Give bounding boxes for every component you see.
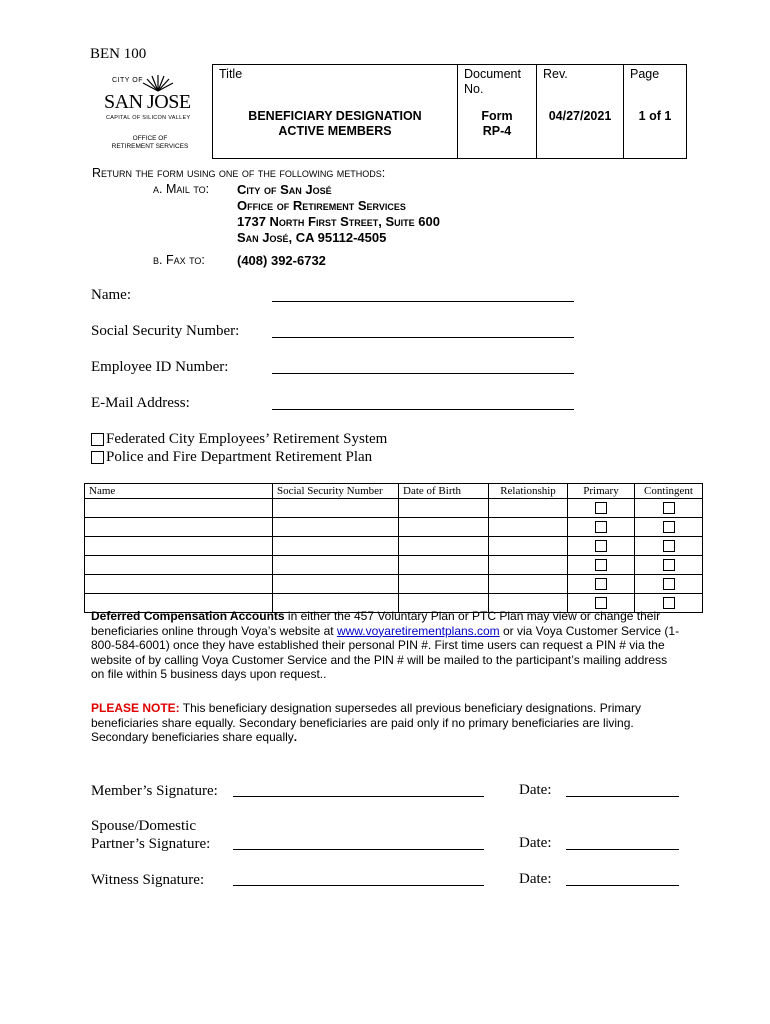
spouse-date-field[interactable]	[566, 849, 679, 850]
logo-cell	[84, 65, 213, 159]
beneficiary-row	[85, 537, 703, 556]
member-signature-field[interactable]	[233, 796, 484, 797]
please-note-paragraph: PLEASE NOTE: This beneficiary designation supersedes all previous beneficiary designations. Primary beneficiaries share equally. Secondary beneficiaries are paid only if no primary beneficiaries are living. Secondary beneficiaries share equally.	[91, 701, 642, 744]
spouse-signature-field[interactable]	[233, 849, 484, 850]
rev-value: 04/27/2021	[548, 109, 612, 123]
logo-tagline: CAPITAL OF SILICON VALLEY	[106, 114, 191, 121]
primary-checkbox[interactable]	[595, 521, 607, 533]
beneficiary-relationship-cell[interactable]	[489, 575, 568, 594]
beneficiary-contingent-cell	[635, 518, 703, 537]
beneficiary-ssn-cell[interactable]	[273, 518, 399, 537]
ssn-field[interactable]	[272, 337, 574, 338]
beneficiary-contingent-cell	[635, 575, 703, 594]
logo-office-text: OFFICE OF RETIREMENT SERVICES	[111, 134, 189, 150]
beneficiary-primary-cell	[568, 499, 635, 518]
contingent-checkbox[interactable]	[663, 578, 675, 590]
beneficiary-table	[84, 483, 703, 613]
beneficiary-name-cell[interactable]	[85, 575, 273, 594]
col-header-primary: Primary	[568, 484, 635, 499]
rev-cell	[537, 65, 624, 159]
logo-city-text: CITY OF	[112, 76, 143, 84]
address-line-4: San José, CA 95112-4505	[237, 230, 387, 245]
form-title: BENEFICIARY DESIGNATION ACTIVE MEMBERS	[248, 109, 422, 138]
name-label: Name:	[91, 287, 131, 303]
col-header-ssn: Social Security Number	[273, 484, 399, 499]
docno-value: Form RP-4	[481, 109, 513, 138]
logo-name-text: SAN JOSE	[104, 90, 191, 113]
please-note-label: PLEASE NOTE:	[91, 701, 180, 715]
employee-id-label: Employee ID Number:	[91, 359, 229, 375]
beneficiary-table-body	[85, 499, 703, 613]
beneficiary-dob-cell[interactable]	[399, 537, 489, 556]
address-line-2: Office of Retirement Services	[237, 198, 406, 213]
beneficiary-relationship-cell[interactable]	[489, 518, 568, 537]
email-field[interactable]	[272, 409, 574, 410]
beneficiary-ssn-cell[interactable]	[273, 537, 399, 556]
witness-date-label: Date:	[519, 871, 552, 887]
beneficiary-ssn-cell[interactable]	[273, 575, 399, 594]
return-methods-title: Return the form using one of the following methods:	[92, 166, 386, 180]
witness-signature-label: Witness Signature:	[91, 872, 205, 888]
beneficiary-primary-cell	[568, 575, 635, 594]
beneficiary-contingent-cell	[635, 499, 703, 518]
primary-checkbox[interactable]	[595, 559, 607, 571]
col-header-contingent: Contingent	[635, 484, 703, 499]
beneficiary-primary-cell	[568, 518, 635, 537]
primary-checkbox[interactable]	[595, 540, 607, 552]
police-fire-label: Police and Fire Department Retirement Plan	[106, 449, 373, 465]
name-field[interactable]	[272, 301, 574, 302]
page-value: 1 of 1	[638, 109, 672, 123]
beneficiary-row	[85, 518, 703, 537]
beneficiary-table-header	[85, 484, 703, 499]
address-line-3: 1737 North First Street, Suite 600	[237, 214, 440, 229]
witness-date-field[interactable]	[566, 885, 679, 886]
beneficiary-contingent-cell	[635, 537, 703, 556]
header-table	[84, 64, 687, 159]
title-cell	[213, 65, 458, 159]
plan-option-police-fire	[91, 449, 372, 466]
beneficiary-name-cell[interactable]	[85, 518, 273, 537]
beneficiary-name-cell[interactable]	[85, 499, 273, 518]
beneficiary-dob-cell[interactable]	[399, 518, 489, 537]
beneficiary-relationship-cell[interactable]	[489, 499, 568, 518]
voya-link[interactable]: www.voyaretirementplans.com	[336, 623, 500, 638]
mail-to-label: a. Mail to:	[153, 182, 210, 196]
fax-to-label: b. Fax to:	[153, 253, 205, 267]
beneficiary-dob-cell[interactable]	[399, 575, 489, 594]
federated-checkbox[interactable]	[91, 433, 104, 446]
fax-number: (408) 392-6732	[237, 253, 326, 268]
spouse-date-label: Date:	[519, 835, 552, 851]
beneficiary-row	[85, 575, 703, 594]
beneficiary-row	[85, 499, 703, 518]
beneficiary-relationship-cell[interactable]	[489, 556, 568, 575]
beneficiary-name-cell[interactable]	[85, 537, 273, 556]
page-label: Page	[630, 67, 660, 81]
primary-checkbox[interactable]	[595, 597, 607, 609]
contingent-checkbox[interactable]	[663, 597, 675, 609]
deferred-comp-paragraph: Deferred Compensation Accounts in either the 457 Voluntary Plan or PTC Plan may view or change their beneficiaries online through Voya’s website at www.voyaretirementplans.com or via Voya Customer Service (1-800-584-6001) once they have established their personal PIN #. First time users can request a PIN # via the website of by calling Voya Customer Service and the PIN # will be mailed to the participant’s mailing address on file within 5 business days upon request..	[91, 609, 680, 681]
member-signature-label: Member’s Signature:	[91, 783, 218, 799]
federated-label: Federated City Employees’ Retirement System	[106, 431, 388, 447]
page-cell	[624, 65, 687, 159]
email-label: E-Mail Address:	[91, 395, 190, 411]
document-code: BEN 100	[90, 46, 147, 62]
san-jose-logo	[100, 73, 200, 153]
title-label: Title	[219, 67, 243, 81]
beneficiary-dob-cell[interactable]	[399, 556, 489, 575]
beneficiary-row	[85, 556, 703, 575]
beneficiary-relationship-cell[interactable]	[489, 537, 568, 556]
contingent-checkbox[interactable]	[663, 502, 675, 514]
docno-cell	[458, 65, 537, 159]
beneficiary-primary-cell	[568, 556, 635, 575]
primary-checkbox[interactable]	[595, 502, 607, 514]
address-line-1: City of San José	[237, 182, 332, 197]
member-date-field[interactable]	[566, 796, 679, 797]
contingent-checkbox[interactable]	[663, 559, 675, 571]
beneficiary-name-cell[interactable]	[85, 556, 273, 575]
beneficiary-ssn-cell[interactable]	[273, 556, 399, 575]
primary-checkbox[interactable]	[595, 578, 607, 590]
beneficiary-ssn-cell[interactable]	[273, 499, 399, 518]
spouse-signature-label: Spouse/Domestic Partner’s Signature:	[91, 818, 211, 852]
plan-option-federated	[91, 431, 387, 448]
contingent-checkbox[interactable]	[663, 540, 675, 552]
deferred-comp-heading: Deferred Compensation Accounts	[91, 609, 285, 623]
beneficiary-primary-cell	[568, 537, 635, 556]
beneficiary-dob-cell[interactable]	[399, 499, 489, 518]
col-header-name: Name	[85, 484, 273, 499]
docno-label: Document No.	[464, 67, 521, 96]
beneficiary-contingent-cell	[635, 556, 703, 575]
police-fire-checkbox[interactable]	[91, 451, 104, 464]
col-header-relationship: Relationship	[489, 484, 568, 499]
rev-label: Rev.	[543, 67, 568, 81]
ssn-label: Social Security Number:	[91, 323, 240, 339]
col-header-dob: Date of Birth	[399, 484, 489, 499]
member-date-label: Date:	[519, 782, 552, 798]
contingent-checkbox[interactable]	[663, 521, 675, 533]
witness-signature-field[interactable]	[233, 885, 484, 886]
employee-id-field[interactable]	[272, 373, 574, 374]
